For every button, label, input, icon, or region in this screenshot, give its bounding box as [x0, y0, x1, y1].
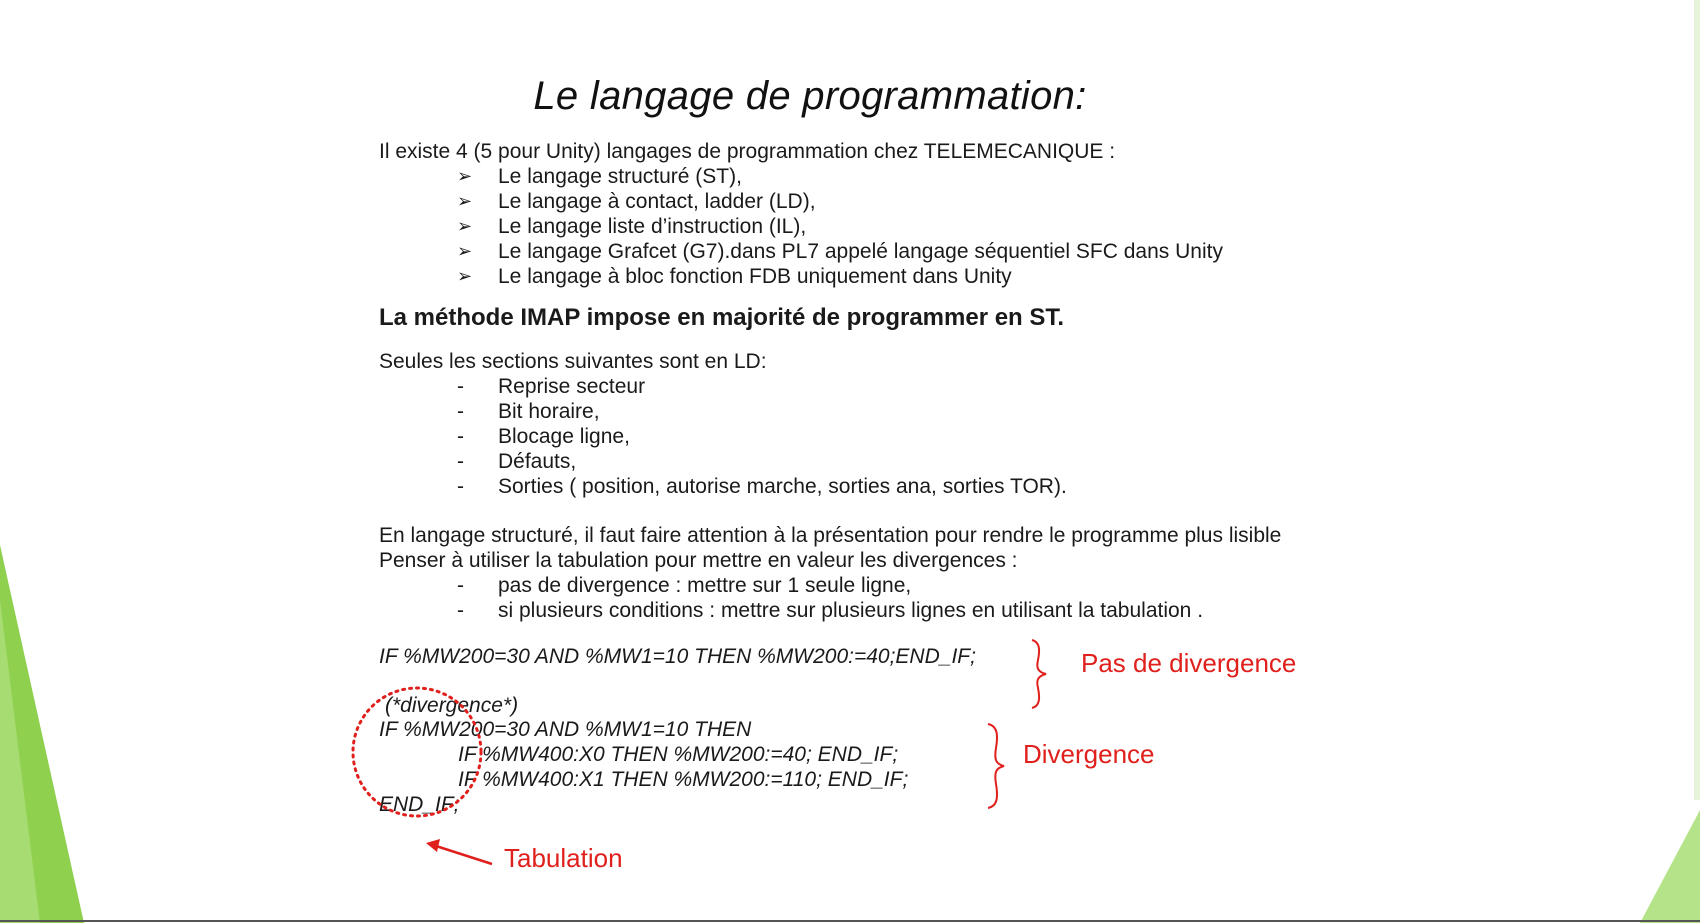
arrow-icon	[436, 846, 492, 864]
list-item: si plusieurs conditions : mettre sur plusieurs lignes en utilisant la tabulation .	[498, 599, 1204, 622]
code-line: END_IF;	[379, 793, 460, 816]
annotation-label: Divergence	[1023, 739, 1155, 769]
paragraph-line: Penser à utiliser la tabulation pour mettre en valeur les divergences :	[379, 549, 1018, 572]
list-item: Le langage liste d’instruction (IL),	[498, 215, 807, 238]
list-dash: -	[457, 599, 464, 622]
bullet-arrow-icon: ➢	[457, 166, 473, 186]
code-comment: (*divergence*)	[385, 694, 519, 717]
annotation-label: Tabulation	[504, 843, 623, 873]
bullet-arrow-icon: ➢	[457, 241, 473, 261]
list-item: Bit horaire,	[498, 400, 600, 423]
list-item: Blocage ligne,	[498, 425, 630, 448]
list-item: Le langage structuré (ST),	[498, 165, 742, 188]
code-line-indented: IF %MW400:X0 THEN %MW200:=40; END_IF;	[458, 743, 899, 766]
list-item: Défauts,	[498, 450, 577, 473]
list-dash: -	[457, 425, 464, 448]
brace-icon	[988, 724, 1004, 808]
brace-icon	[1032, 640, 1046, 708]
code-line: IF %MW200=30 AND %MW1=10 THEN	[379, 718, 752, 741]
code-line-single: IF %MW200=30 AND %MW1=10 THEN %MW200:=40;END_IF;	[379, 645, 976, 668]
list-dash: -	[457, 450, 464, 473]
code-line-indented: IF %MW400:X1 THEN %MW200:=110; END_IF;	[458, 768, 909, 791]
list-dash: -	[457, 475, 464, 498]
intro-text: Il existe 4 (5 pour Unity) langages de programmation chez TELEMECANIQUE :	[379, 140, 1116, 163]
paragraph-line: En langage structuré, il faut faire attention à la présentation pour rendre le programme plus lisible	[379, 524, 1282, 547]
list-dash: -	[457, 574, 464, 597]
list-item: Reprise secteur	[498, 375, 646, 398]
bullet-arrow-icon: ➢	[457, 266, 473, 286]
list-item: Le langage Grafcet (G7).dans PL7 appelé langage séquentiel SFC dans Unity	[498, 240, 1223, 263]
list-item: Sorties ( position, autorise marche, sorties ana, sorties TOR).	[498, 475, 1067, 498]
list-item: Le langage à bloc fonction FDB uniquement dans Unity	[498, 265, 1012, 288]
list-dash: -	[457, 375, 464, 398]
list-dash: -	[457, 400, 464, 423]
arrow-head-icon	[426, 839, 440, 852]
section-heading: La méthode IMAP impose en majorité de programmer en ST.	[379, 304, 1065, 331]
dotted-circle-highlight	[353, 688, 481, 816]
ld-intro-text: Seules les sections suivantes sont en LD:	[379, 350, 767, 373]
annotation-label: Pas de divergence	[1081, 648, 1297, 678]
page-title: Le langage de programmation:	[533, 74, 1087, 118]
bullet-arrow-icon: ➢	[457, 191, 473, 211]
list-item: pas de divergence : mettre sur 1 seule ligne,	[498, 574, 912, 597]
bullet-arrow-icon: ➢	[457, 216, 473, 236]
list-item: Le langage à contact, ladder (LD),	[498, 190, 816, 213]
